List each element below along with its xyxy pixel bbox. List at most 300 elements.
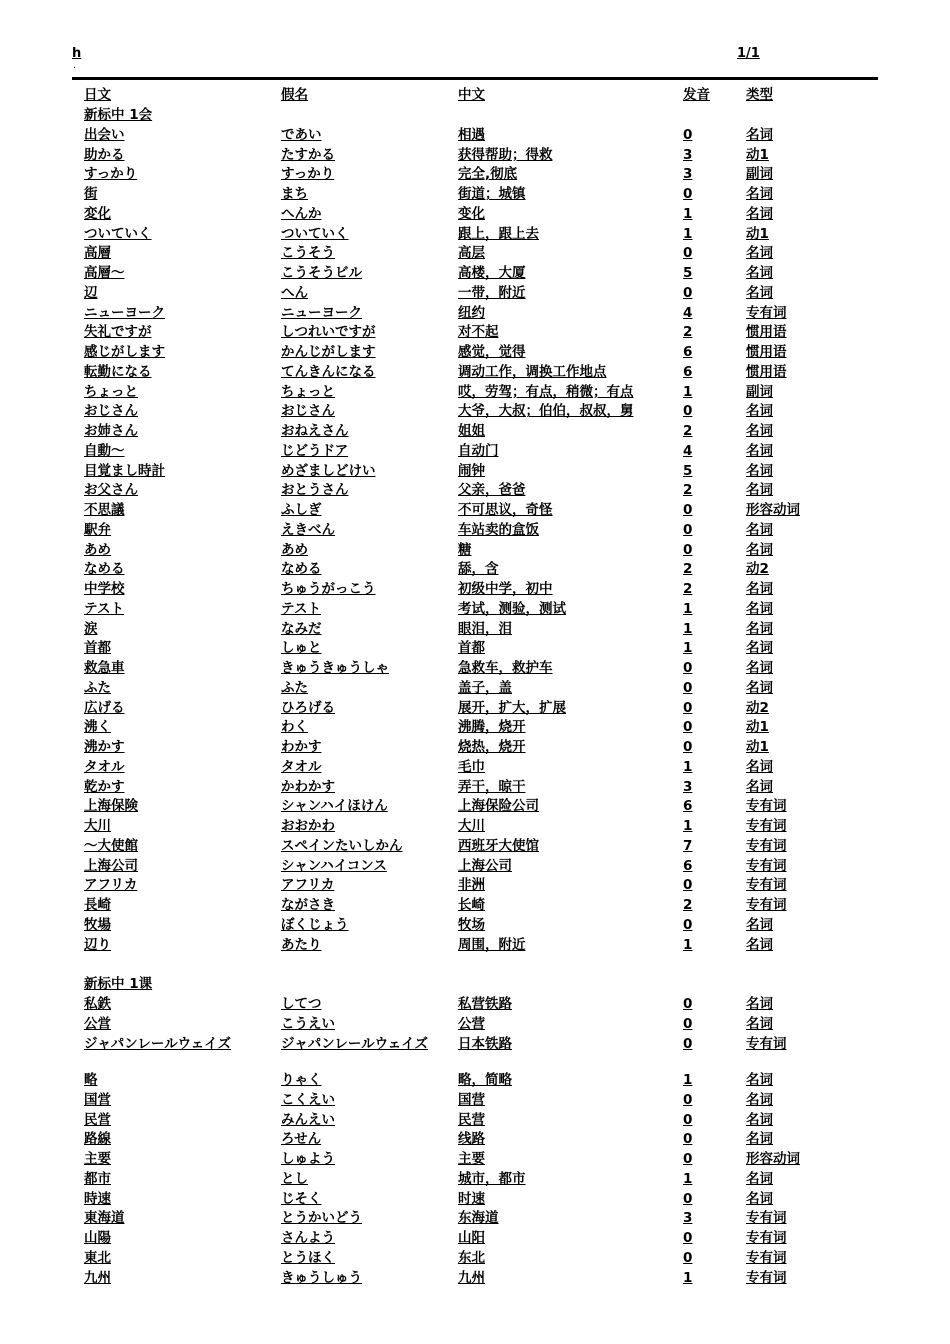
cell-japanese: 山陽 [84,1230,111,1247]
cell-japanese: 東海道 [84,1210,125,1227]
cell-type: 副词 [746,166,773,183]
cell-kana: ふしぎ [281,502,322,518]
table-row [0,1091,950,1110]
cell-japanese: ついていく [84,225,152,242]
cell-kana: ながさき [281,897,335,913]
cell-type: 动2 [746,699,769,716]
cell-kana: わかす [281,739,322,755]
cell-kana: おじさん [281,403,335,420]
cell-kana: してつ [281,996,322,1012]
table-row [0,620,950,639]
cell-kana: おとうさん [281,482,349,499]
cell-chinese: 长崎 [458,897,485,913]
cell-chinese: 纽约 [458,304,485,321]
cell-pronunciation: 0 [683,1015,693,1032]
cell-chinese: 车站卖的盒饭 [458,521,539,538]
cell-japanese: 路線 [84,1131,111,1148]
table-row [0,244,950,263]
cell-pronunciation: 6 [683,363,693,380]
table-row [0,422,950,441]
cell-pronunciation: 0 [683,1111,693,1128]
table-row [0,304,950,323]
table-row [0,462,950,481]
cell-pronunciation: 5 [683,265,693,281]
cell-japanese: 公営 [84,1015,111,1032]
cell-japanese: おじさん [84,403,138,420]
table-row [0,837,950,856]
cell-pronunciation: 0 [683,1230,693,1247]
cell-chinese: 哎，劳驾；有点，稍微；有点 [458,383,634,400]
cell-kana: タオル [281,758,322,775]
cell-japanese: 沸かす [84,739,125,755]
cell-kana: めざましどけい [281,462,376,479]
cell-type: 动1 [746,146,769,163]
cell-chinese: 初级中学，初中 [458,581,553,597]
cell-chinese: 城市，都市 [458,1170,526,1187]
cell-japanese: 涙 [84,620,98,637]
table-row [0,165,950,184]
cell-chinese: 不可思议，奇怪 [458,502,553,518]
cell-kana: あめ [281,541,308,558]
table-row [0,876,950,895]
cell-chinese: 糖 [458,541,472,558]
cell-kana: ジャパンレールウェイズ [281,1035,428,1052]
cell-kana: おおかわ [281,818,335,834]
cell-pronunciation: 0 [683,502,693,518]
cell-kana: みんえい [281,1111,335,1128]
cell-kana: ちょっと [281,383,335,400]
cell-chinese: 西班牙大使馆 [458,837,539,854]
cell-type: 专有词 [746,1249,787,1266]
cell-pronunciation: 0 [683,186,693,202]
table-row [0,817,950,836]
cell-type: 名词 [746,442,773,459]
cell-japanese: 辺 [84,284,98,301]
cell-type: 名词 [746,660,773,676]
cell-japanese: 民営 [84,1111,111,1128]
cell-japanese: ～大使館 [84,837,138,854]
cell-chinese: 上海保险公司 [458,798,539,815]
cell-pronunciation: 5 [683,462,693,479]
page-number: 1/1 [737,46,760,61]
section-title-text: 新标中 1会 [84,107,153,123]
cell-kana: ひろげる [281,699,335,716]
table-row [0,1130,950,1149]
cell-type: 名词 [746,245,773,262]
cell-japanese: 首都 [84,640,111,657]
cell-type: 名词 [746,423,773,439]
cell-chinese: 自动门 [458,442,499,459]
cell-chinese: 上海公司 [458,857,512,874]
cell-kana: ぼくじょう [281,916,349,933]
cell-chinese: 时速 [458,1190,485,1207]
cell-chinese: 私营铁路 [458,996,512,1012]
table-row [0,639,950,658]
cell-type: 惯用语 [746,363,787,380]
cell-type: 名词 [746,521,773,538]
table-row [0,323,950,342]
cell-chinese: 感觉，觉得 [458,344,526,360]
cell-kana: こうそう [281,245,335,262]
cell-kana: なめる [281,561,322,578]
cell-chinese: 公营 [458,1015,485,1032]
cell-chinese: 完全,彻底 [458,166,518,183]
table-row [0,501,950,520]
cell-type: 名词 [746,265,773,281]
cell-kana: ろせん [281,1131,322,1148]
cell-type: 专有词 [746,857,787,874]
cell-pronunciation: 2 [683,423,693,439]
cell-japanese: 失礼ですが [84,324,152,341]
cell-japanese: 自動～ [84,442,125,459]
cell-kana: かわかす [281,778,335,795]
table-row [0,521,950,540]
cell-chinese: 非洲 [458,877,485,894]
cell-chinese: 舔，含 [458,561,499,578]
cell-pronunciation: 0 [683,541,693,558]
cell-type: 专有词 [746,304,787,321]
cell-japanese: 長崎 [84,897,111,913]
cell-type: 形容动词 [746,1151,800,1168]
table-row [0,659,950,678]
cell-japanese: お父さん [84,482,138,499]
cell-japanese: 感じがします [84,344,165,360]
cell-pronunciation: 1 [683,936,693,953]
cell-kana: すっかり [281,166,335,183]
cell-pronunciation: 6 [683,798,693,815]
cell-kana: とうかいどう [281,1210,362,1227]
cell-japanese: 辺り [84,936,111,953]
table-row [0,580,950,599]
cell-chinese: 国营 [458,1091,485,1108]
cell-type: 专有词 [746,897,787,913]
table-row [0,442,950,461]
cell-kana: しつれいですが [281,324,376,341]
cell-kana: アフリカ [281,877,335,894]
cell-kana: へん [281,284,308,301]
cell-japanese: ちょっと [84,383,138,400]
cell-japanese: 変化 [84,205,111,222]
cell-type: 名词 [746,600,773,617]
table-row [0,797,950,816]
cell-japanese: 大川 [84,818,111,834]
cell-chinese: 高楼，大厦 [458,265,526,281]
table-row [0,1035,950,1054]
cell-japanese: タオル [84,758,125,775]
cell-type: 专有词 [746,1230,787,1247]
cell-type: 名词 [746,640,773,657]
cell-pronunciation: 0 [683,719,693,736]
table-row [0,699,950,718]
cell-chinese: 调动工作，调换工作地点 [458,363,607,380]
cell-type: 名词 [746,1072,773,1089]
cell-japanese: あめ [84,541,111,558]
cell-type: 专有词 [746,818,787,834]
cell-japanese: 略 [84,1072,98,1089]
header-left-text: h [72,46,82,61]
cell-chinese: 闹钟 [458,462,485,479]
table-row [0,1269,950,1288]
table-row [0,284,950,303]
cell-kana: きゅうしゅう [281,1269,362,1286]
cell-kana: おねえさん [281,423,349,439]
table-row [0,758,950,777]
cell-type: 专有词 [746,837,787,854]
table-row [0,1150,950,1169]
cell-type: 名词 [746,758,773,775]
cell-japanese: 私鉄 [84,996,111,1012]
cell-japanese: 不思議 [84,502,125,518]
cell-japanese: 出会い [84,126,125,143]
cell-japanese: テスト [84,600,124,617]
table-row [0,718,950,737]
cell-chinese: 民营 [458,1111,485,1128]
cell-chinese: 姐姐 [458,423,485,439]
cell-pronunciation: 0 [683,877,693,894]
cell-chinese: 急救车，救护车 [458,660,553,676]
cell-pronunciation: 1 [683,758,693,775]
table-row [0,343,950,362]
cell-chinese: 沸腾，烧开 [458,719,526,736]
cell-pronunciation: 1 [683,1072,693,1089]
cell-pronunciation: 0 [683,916,693,933]
table-row [0,383,950,402]
cell-type: 名词 [746,462,773,479]
cell-chinese: 父亲，爸爸 [458,482,526,499]
cell-japanese: 上海保険 [84,798,138,815]
cell-type: 名词 [746,1190,773,1207]
table-row [0,738,950,757]
section-title [0,975,950,994]
cell-type: 动1 [746,739,769,755]
cell-chinese: 弄干，晾干 [458,778,526,795]
table-row [0,936,950,955]
cell-kana: スペインたいしかん [281,837,403,854]
cell-kana: こくえい [281,1091,335,1108]
cell-pronunciation: 2 [683,324,693,341]
cell-kana: しゅよう [281,1151,335,1168]
cell-pronunciation: 3 [683,778,693,795]
cell-type: 专有词 [746,877,787,894]
cell-kana: じどうドア [281,442,349,459]
table-row [0,146,950,165]
table-row [0,560,950,579]
cell-kana: ニューヨーク [281,304,362,321]
cell-japanese: ニューヨーク [84,304,165,321]
cell-chinese: 相遇 [458,126,485,143]
cell-chinese: 线路 [458,1131,485,1148]
table-row [0,1015,950,1034]
cell-type: 名词 [746,581,773,597]
cell-kana: こうそうビル [281,265,362,281]
table-row [0,896,950,915]
cell-type: 动1 [746,225,769,242]
cell-kana: シャンハイコンス [281,857,387,874]
cell-chinese: 首都 [458,640,485,657]
cell-kana: しゅと [281,640,322,657]
cell-japanese: 街 [84,186,98,202]
cell-pronunciation: 1 [683,225,693,242]
cell-japanese: 高層 [84,245,111,262]
cell-kana: あたり [281,936,322,953]
cell-japanese: 転勤になる [84,363,152,380]
table-row [0,363,950,382]
cell-chinese: 考试，测验，测试 [458,600,566,617]
cell-pronunciation: 3 [683,166,693,183]
cell-pronunciation: 0 [683,699,693,716]
section-title-text: 新标中 1课 [84,976,153,993]
cell-kana: ついていく [281,225,349,242]
cell-japanese: なめる [84,561,125,578]
cell-kana: じそく [281,1190,322,1207]
cell-kana: さんよう [281,1230,335,1247]
cell-kana: であい [281,126,322,143]
cell-type: 动2 [746,561,769,578]
cell-type: 名词 [746,186,773,202]
table-row [0,185,950,204]
cell-type: 名词 [746,541,773,558]
cell-pronunciation: 1 [683,818,693,834]
cell-japanese: 国営 [84,1091,111,1108]
table-row [0,995,950,1014]
cell-pronunciation: 2 [683,581,693,597]
table-row [0,481,950,500]
cell-pronunciation: 0 [683,1249,693,1266]
cell-pronunciation: 0 [683,1131,693,1148]
cell-japanese: 時速 [84,1190,111,1207]
cell-chinese: 变化 [458,205,485,222]
table-row [0,205,950,224]
cell-type: 名词 [746,1091,773,1108]
cell-pronunciation: 0 [683,1035,693,1052]
cell-pronunciation: 6 [683,857,693,874]
cell-kana: えきべん [281,521,335,538]
cell-type: 动1 [746,719,769,736]
cell-kana: ふた [281,679,308,696]
table-row [0,1209,950,1228]
column-header-type: 类型 [746,87,773,103]
cell-type: 名词 [746,996,773,1012]
cell-type: 专有词 [746,798,787,815]
section-title [0,106,950,125]
cell-chinese: 烧热，烧开 [458,739,526,755]
cell-japanese: ジャパンレールウェイズ [84,1035,231,1052]
cell-chinese: 周围，附近 [458,936,526,953]
cell-pronunciation: 0 [683,679,693,696]
cell-pronunciation: 2 [683,561,693,578]
cell-japanese: 牧場 [84,916,111,933]
cell-pronunciation: 3 [683,1210,693,1227]
cell-japanese: 駅弁 [84,521,111,538]
cell-kana: てんきんになる [281,363,376,380]
column-header-chinese: 中文 [458,87,485,103]
cell-pronunciation: 4 [683,442,693,459]
cell-chinese: 主要 [458,1151,485,1168]
cell-chinese: 九州 [458,1269,485,1286]
cell-pronunciation: 1 [683,1170,693,1187]
cell-chinese: 东北 [458,1249,485,1266]
cell-japanese: 目覚まし時計 [84,462,165,479]
cell-pronunciation: 6 [683,344,693,360]
cell-chinese: 略，简略 [458,1072,512,1089]
cell-type: 专有词 [746,1035,787,1052]
cell-kana: きゅうきゅうしゃ [281,660,389,676]
cell-pronunciation: 1 [683,600,693,617]
column-header-row [0,86,950,105]
cell-kana: とし [281,1170,308,1187]
cell-type: 名词 [746,205,773,222]
cell-kana: へんか [281,205,322,222]
table-row [0,679,950,698]
cell-pronunciation: 2 [683,482,693,499]
cell-kana: テスト [281,600,321,617]
cell-japanese: 乾かす [84,778,125,795]
cell-chinese: 跟上，跟上去 [458,225,539,242]
cell-japanese: 上海公司 [84,857,138,874]
table-row [0,225,950,244]
cell-kana: とうほく [281,1249,335,1266]
cell-chinese: 大川 [458,818,485,834]
table-row [0,541,950,560]
cell-pronunciation: 0 [683,739,693,755]
header-left-dot: . [73,60,77,71]
cell-chinese: 东海道 [458,1210,499,1227]
cell-japanese: すっかり [84,166,138,183]
cell-kana: たすかる [281,146,335,163]
cell-type: 专有词 [746,1210,787,1227]
cell-chinese: 街道；城镇 [458,186,526,202]
cell-pronunciation: 7 [683,837,693,854]
cell-type: 名词 [746,916,773,933]
cell-chinese: 大爷，大叔；伯伯，叔叔，舅 [458,403,634,420]
cell-type: 名词 [746,1111,773,1128]
cell-pronunciation: 0 [683,1151,693,1168]
cell-japanese: 東北 [84,1249,111,1266]
cell-japanese: ふた [84,679,111,696]
cell-chinese: 获得帮助；得救 [458,146,553,163]
cell-kana: なみだ [281,620,322,637]
cell-japanese: 主要 [84,1151,111,1168]
cell-type: 惯用语 [746,324,787,341]
table-row [0,126,950,145]
cell-type: 名词 [746,679,773,696]
table-row [0,1111,950,1130]
cell-japanese: 沸く [84,719,111,736]
cell-japanese: 広げる [84,699,125,716]
cell-type: 形容动词 [746,502,800,518]
table-row [0,857,950,876]
cell-chinese: 牧场 [458,916,485,933]
cell-pronunciation: 1 [683,620,693,637]
cell-type: 名词 [746,778,773,795]
cell-chinese: 日本铁路 [458,1035,512,1052]
table-row [0,916,950,935]
cell-japanese: アフリカ [84,877,138,894]
cell-chinese: 高层 [458,245,485,262]
cell-japanese: 都市 [84,1170,111,1187]
table-row [0,402,950,421]
cell-chinese: 毛巾 [458,758,485,775]
cell-japanese: 中学校 [84,581,125,597]
cell-pronunciation: 0 [683,521,693,538]
cell-type: 名词 [746,1131,773,1148]
cell-japanese: 九州 [84,1269,111,1286]
cell-type: 名词 [746,1015,773,1032]
table-row [0,1229,950,1248]
cell-japanese: 救急車 [84,660,125,676]
cell-type: 专有词 [746,1269,787,1286]
cell-kana: かんじがします [281,344,376,360]
